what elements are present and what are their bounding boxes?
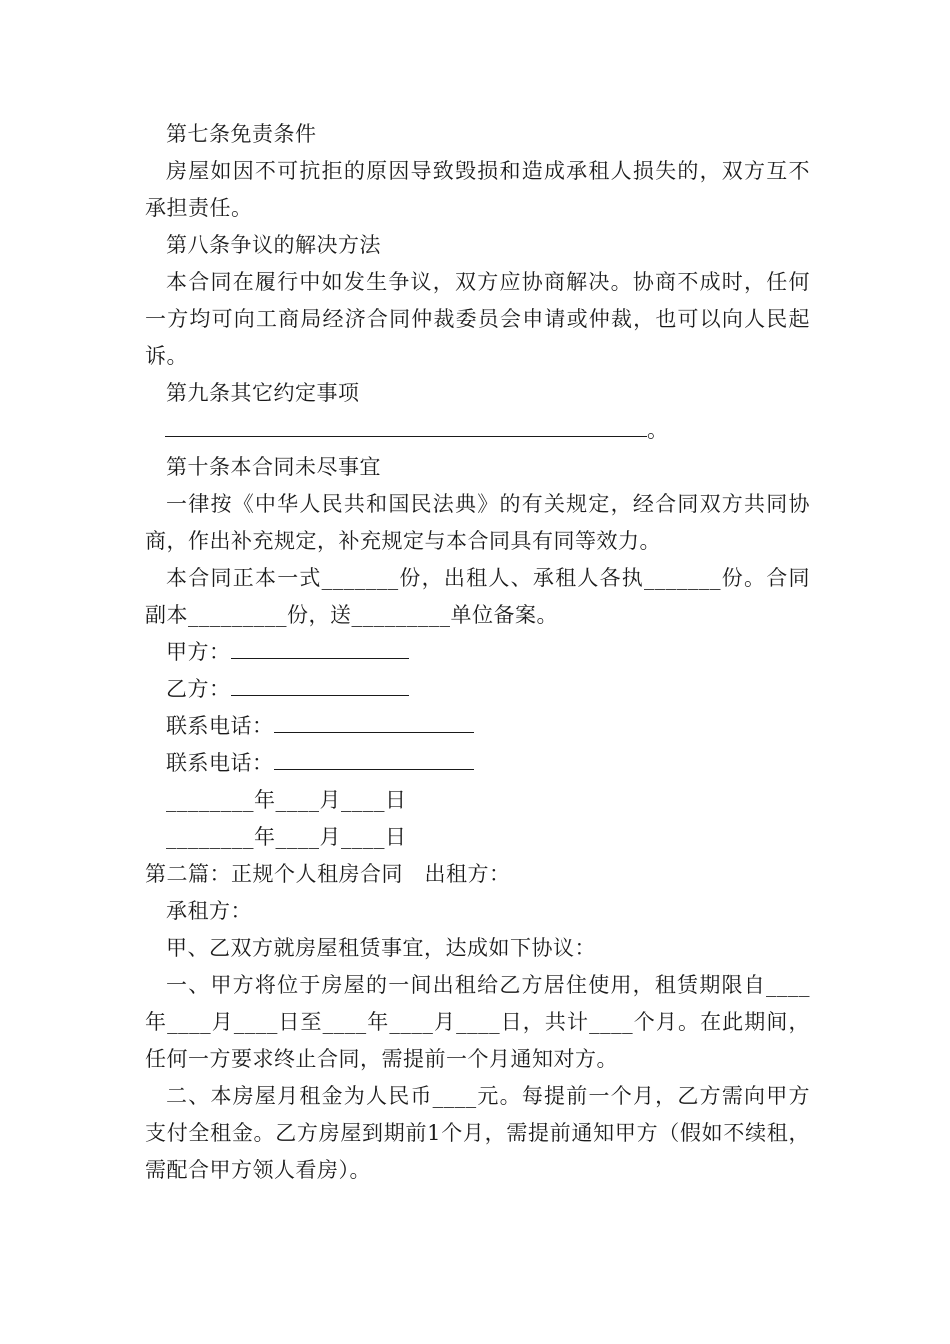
article-7-body: 房屋如因不可抗拒的原因导致毁损和造成承租人损失的，双方互不承担责任。 [145, 159, 810, 220]
article-8-body: 本合同在履行中如发生争议，双方应协商解决。协商不成时，任何一方均可向工商局经济合同仲裁委员会申请或仲裁，也可以向人民起诉。 [145, 270, 810, 368]
party-a-signature-line [231, 636, 409, 659]
article-7-title: 第七条免责条件 [166, 122, 317, 146]
party-a-row [145, 634, 810, 671]
phone-row-2 [145, 745, 810, 782]
party-b-row [145, 671, 810, 708]
phone-row-1 [145, 708, 810, 745]
tenant-label: 承租方： [166, 899, 252, 923]
article-9-blank-row [145, 412, 810, 449]
article-8-title: 第八条争议的解决方法 [166, 233, 381, 257]
article-9-blank-line [165, 412, 647, 437]
party-b-signature-line [231, 673, 409, 696]
document-body [145, 116, 810, 1189]
article-10-title: 第十条本合同未尽事宜 [166, 455, 381, 479]
clause-1: 一、甲方将位于房屋的一间出租给乙方居住使用，租赁期限自____年____月____日至____年____月____日，共计____个月。在此期间，任何一方要求终止合同，需提前一个月通知对方。 [145, 973, 810, 1071]
part-2-title: 第二篇：正规个人租房合同 出租方： [145, 862, 511, 886]
phone-line-1 [274, 710, 474, 733]
article-9-title: 第九条其它约定事项 [166, 381, 360, 405]
party-b-label: 乙方： [166, 677, 231, 701]
agreement-intro: 甲、乙双方就房屋租赁事宜，达成如下协议： [166, 936, 596, 960]
copies-clause: 本合同正本一式_______份，出租人、承租人各执_______份。合同副本_________份，送_________单位备案。 [145, 566, 810, 627]
date-row-1: ________年____月____日 [166, 788, 407, 812]
phone-label-1: 联系电话： [166, 714, 274, 738]
party-a-label: 甲方： [166, 640, 231, 664]
clause-2: 二、本房屋月租金为人民币____元。每提前一个月，乙方需向甲方支付全租金。乙方房屋到期前1个月，需提前通知甲方（假如不续租，需配合甲方领人看房）。 [145, 1084, 810, 1182]
phone-line-2 [274, 747, 474, 770]
phone-label-2: 联系电话： [166, 751, 274, 775]
article-10-body: 一律按《中华人民共和国民法典》的有关规定，经合同双方共同协商，作出补充规定，补充规定与本合同具有同等效力。 [145, 492, 810, 553]
article-9-blank-end: 。 [647, 418, 669, 442]
date-row-2: ________年____月____日 [166, 825, 407, 849]
